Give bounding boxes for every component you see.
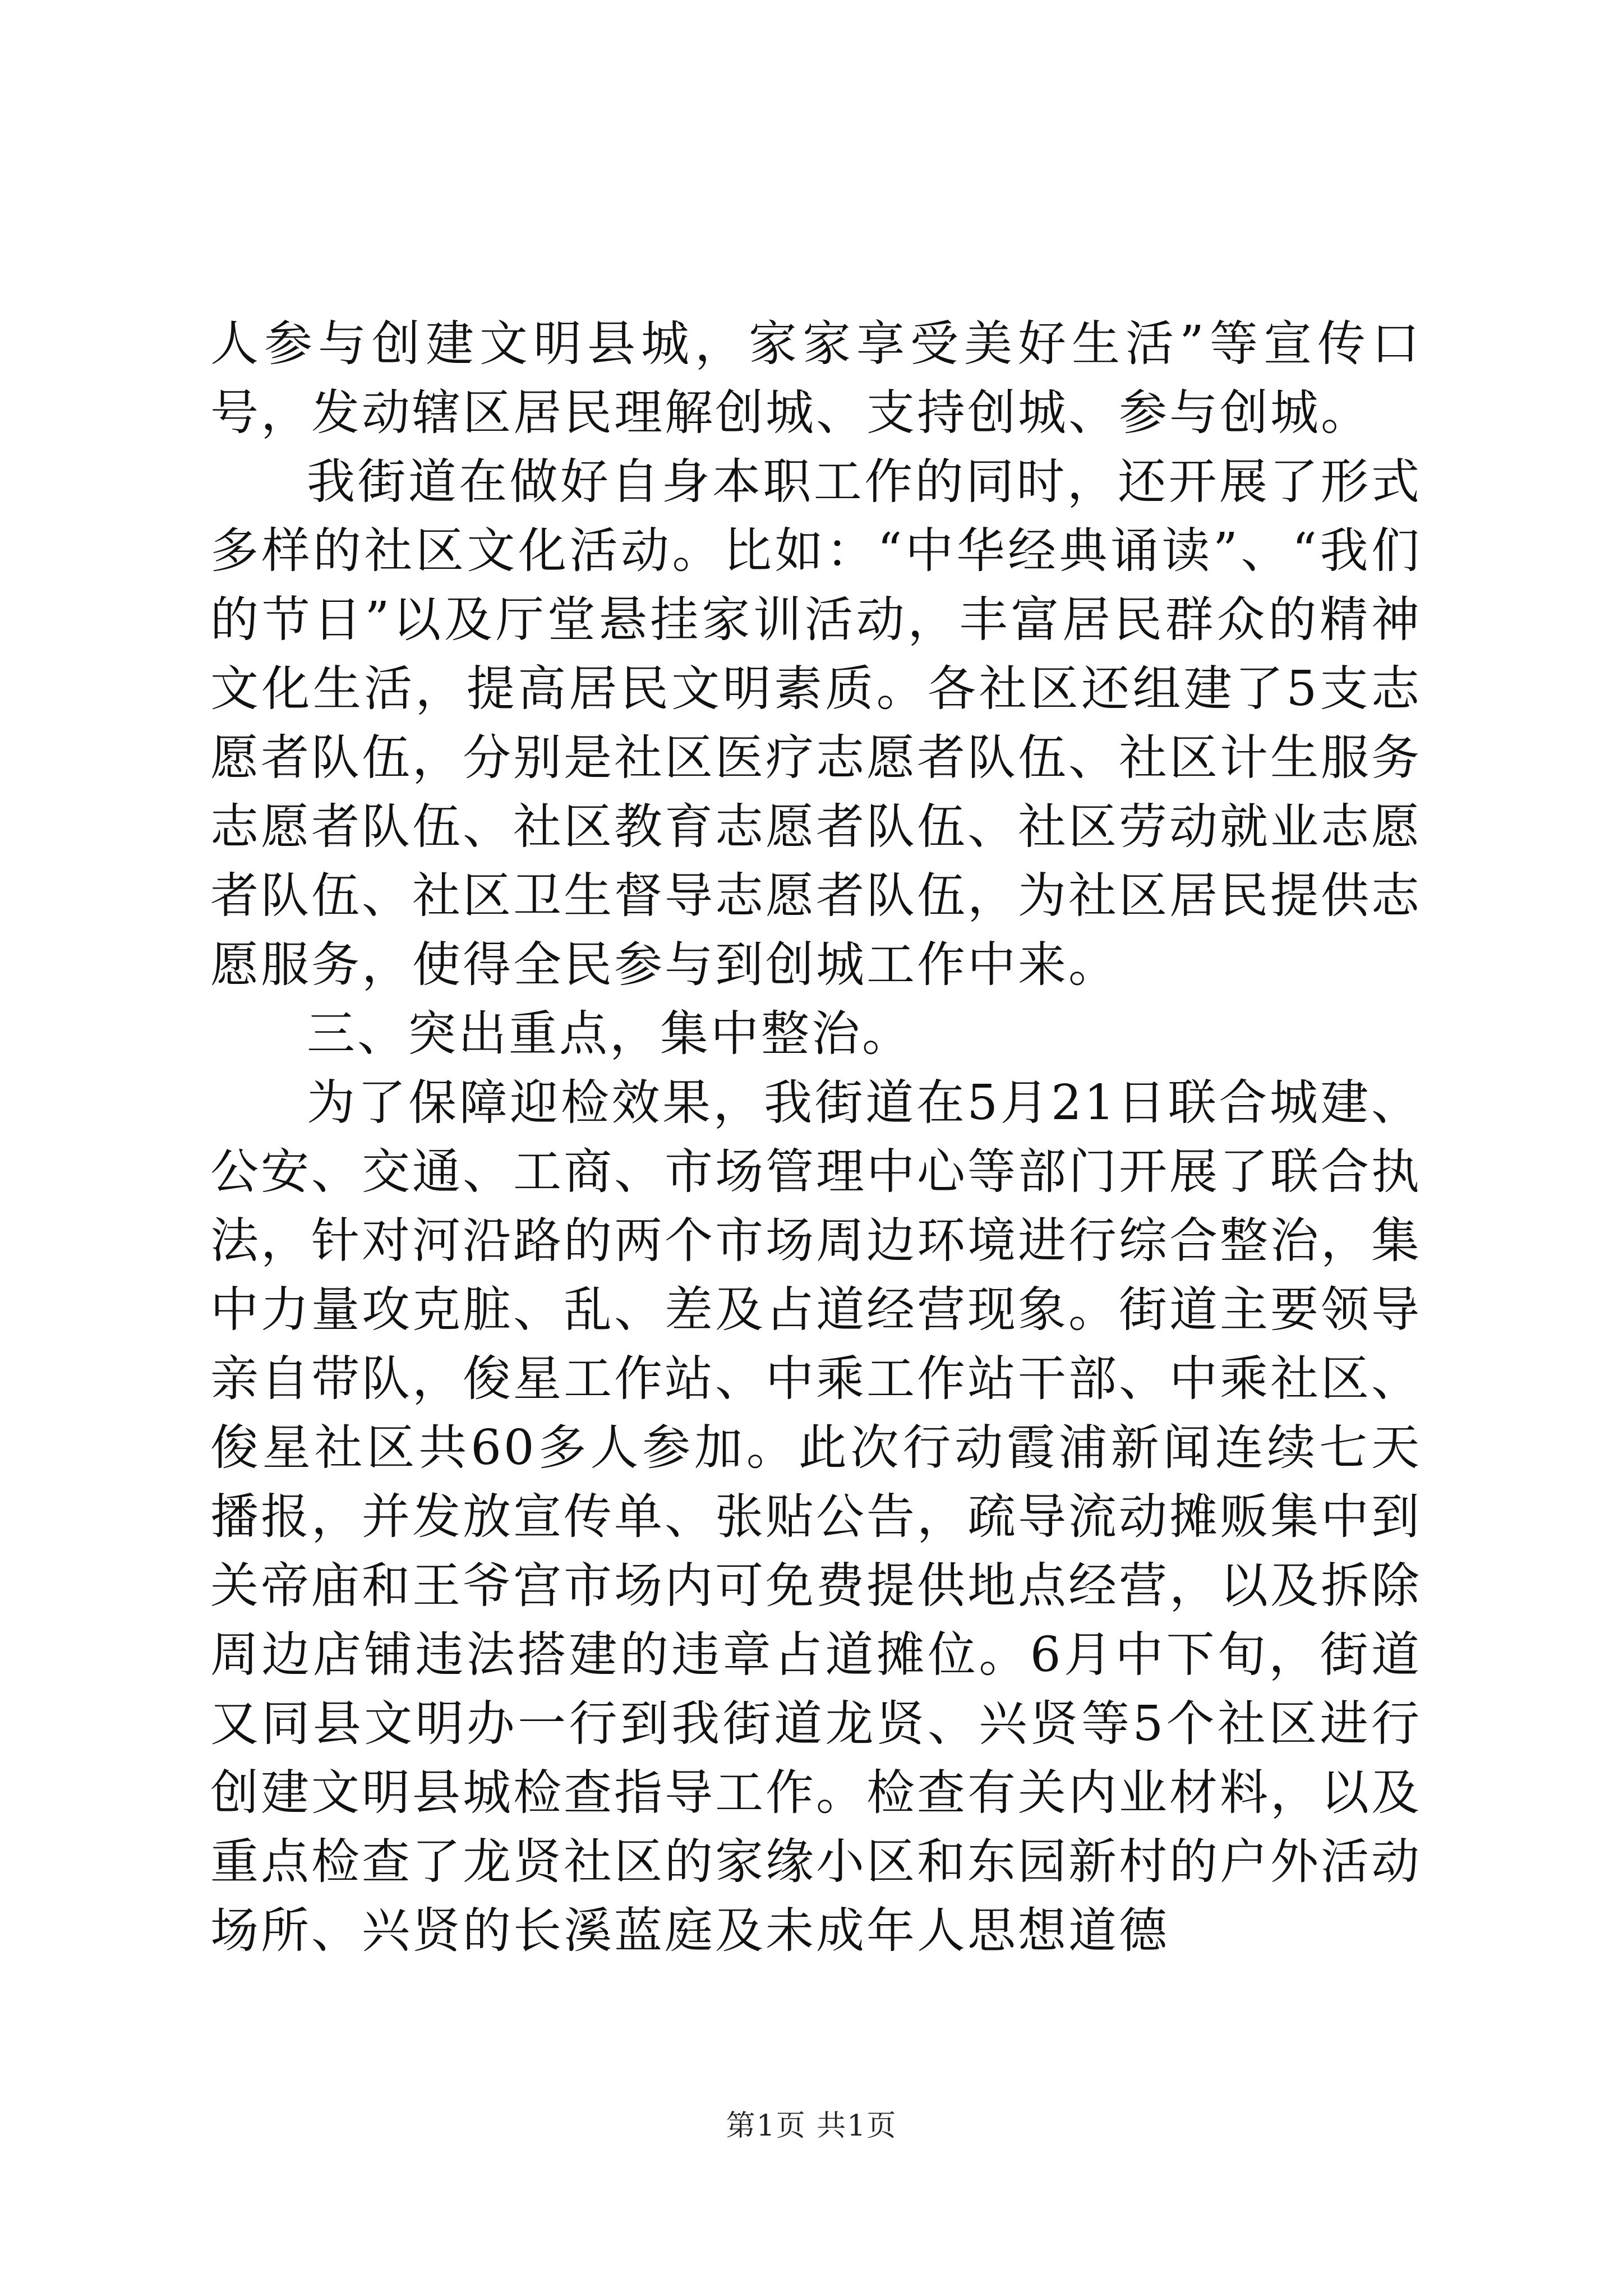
section-heading: 三、突出重点，集中整治。	[307, 1006, 912, 1062]
page-footer: 第1页 共1页	[726, 2109, 897, 2143]
paragraph-community-activities: 我街道在做好自身本职工作的同时，还开展了形式多样的社区文化活动。比如：“中华经典诵读”、“我们的节日”以及厅堂悬挂家训活动，丰富居民群众的精神文化生活，提高居民文明素质。各社区还组建了5支志愿者队伍，分别是社区医疗志愿者队伍、社区计生服务志愿者队伍、社区教育志愿者队伍、社区劳动就业志愿者队伍、社区卫生督导志愿者队伍，为社区居民提供志愿服务，使得全民参与到创城工作中来。	[210, 454, 1422, 993]
paragraph-joint-enforcement: 为了保障迎检效果，我街道在5月21日联合城建、公安、交通、工商、市场管理中心等部门开展了联合执法，针对河沿路的两个市场周边环境进行综合整治，集中力量攻克脏、乱、差及占道经营现象。街道主要领导亲自带队，俊星工作站、中乘工作站干部、中乘社区、俊星社区共60多人参加。此次行动霞浦新闻连续七天播报，并发放宣传单、张贴公告，疏导流动摊贩集中到关帝庙和王爷宫市场内可免费提供地点经营，以及拆除周边店铺违法搭建的违章占道摊位。6月中下旬，街道又同县文明办一行到我街道龙贤、兴贤等5个社区进行创建文明县城检查指导工作。检查有关内业材料，以及重点检查了龙贤社区的家缘小区和东园新村的户外活动场所、兴贤的长溪蓝庭及未成年人思想道德	[210, 1075, 1422, 1959]
document-body	[210, 310, 1422, 1966]
paragraph-continuation: 人参与创建文明县城，家家享受美好生活”等宣传口号，发动辖区居民理解创城、支持创城、参与创城。	[210, 316, 1422, 441]
